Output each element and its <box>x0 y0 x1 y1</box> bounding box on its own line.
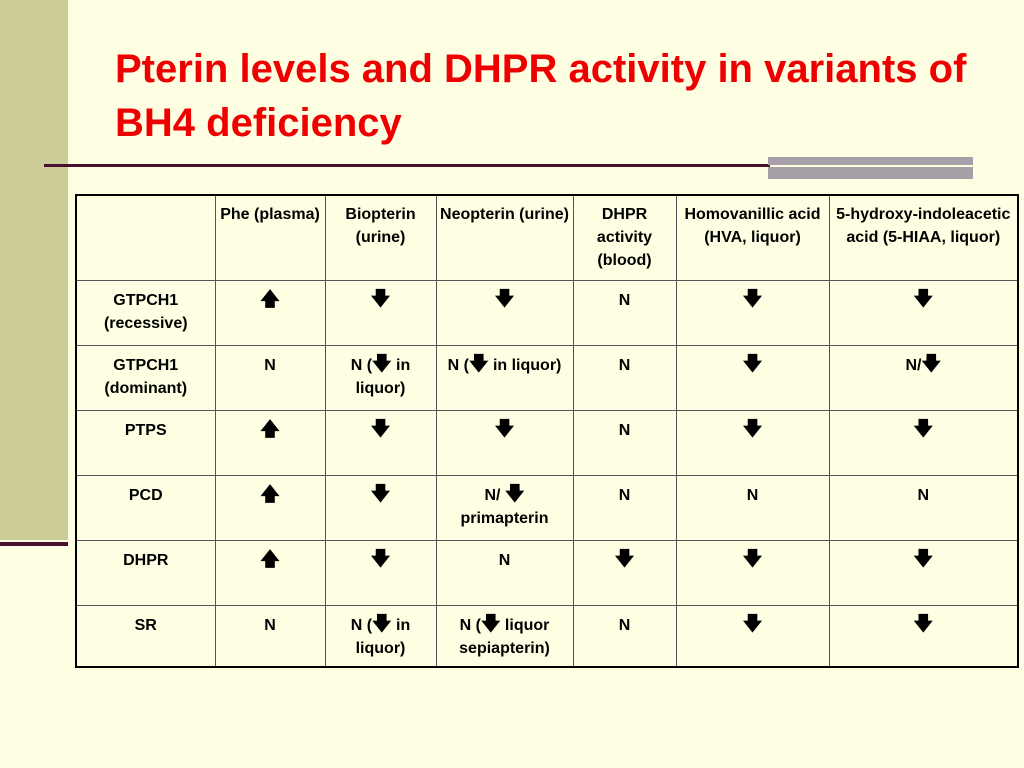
cell-neopterin <box>436 281 573 346</box>
down-arrow-icon: 🡇 <box>742 418 763 440</box>
down-arrow-icon: 🡇 <box>372 353 392 375</box>
down-arrow-icon: 🡇 <box>913 548 934 570</box>
up-arrow-icon: 🡅 <box>260 548 280 570</box>
slide-title: Pterin levels and DHPR activity in variants of BH4 deficiency <box>115 47 967 145</box>
cell-hva: N <box>676 476 829 541</box>
cell-phe <box>215 541 325 606</box>
cell-dhpr-activity: N <box>573 281 676 346</box>
header-corner <box>76 195 215 281</box>
cell-hva <box>676 606 829 668</box>
up-arrow-icon: 🡅 <box>260 483 280 505</box>
cell-dhpr-activity: N <box>573 606 676 668</box>
table-header-row <box>76 195 1018 281</box>
cell-biopterin: N (🡇 in liquor) <box>325 606 436 668</box>
cell-5-hiaa <box>829 606 1018 668</box>
header-5-hiaa: 5-hydroxy-indoleacetic acid (5-HIAA, liquor) <box>829 195 1018 281</box>
header-phe: Phe (plasma) <box>215 195 325 281</box>
table-row <box>76 476 1018 541</box>
cell-neopterin: N <box>436 541 573 606</box>
down-arrow-icon: 🡇 <box>372 613 392 635</box>
down-arrow-icon: 🡇 <box>494 288 515 310</box>
cell-phe <box>215 411 325 476</box>
cell-hva <box>676 541 829 606</box>
cell-neopterin: N/ 🡇 primapterin <box>436 476 573 541</box>
table-row <box>76 346 1018 411</box>
title-divider <box>44 164 770 167</box>
decorative-gray-bar-bottom <box>768 167 973 179</box>
down-arrow-icon: 🡇 <box>468 353 489 375</box>
down-arrow-icon: 🡇 <box>742 548 763 570</box>
cell-dhpr-activity <box>573 541 676 606</box>
cell-phe <box>215 281 325 346</box>
row-label: PCD <box>76 476 215 541</box>
down-arrow-icon: 🡇 <box>494 418 515 440</box>
left-accent-bar <box>0 0 68 540</box>
down-arrow-icon: 🡇 <box>614 548 635 570</box>
decorative-gray-bar-top <box>768 157 973 165</box>
cell-5-hiaa: N <box>829 476 1018 541</box>
cell-5-hiaa <box>829 411 1018 476</box>
cell-5-hiaa: N/🡇 <box>829 346 1018 411</box>
cell-phe <box>215 476 325 541</box>
cell-hva <box>676 411 829 476</box>
row-label: GTPCH1 (recessive) <box>76 281 215 346</box>
down-arrow-icon: 🡇 <box>742 613 763 635</box>
cell-neopterin <box>436 411 573 476</box>
down-arrow-icon: 🡇 <box>370 483 391 505</box>
down-arrow-icon: 🡇 <box>480 613 501 635</box>
cell-dhpr-activity: N <box>573 346 676 411</box>
down-arrow-icon: 🡇 <box>370 288 391 310</box>
down-arrow-icon: 🡇 <box>913 288 934 310</box>
row-label: DHPR <box>76 541 215 606</box>
cell-5-hiaa <box>829 541 1018 606</box>
deficiency-variants-table <box>75 194 1019 668</box>
down-arrow-icon: 🡇 <box>742 353 763 375</box>
table-row <box>76 411 1018 476</box>
header-hva: Homovanillic acid (HVA, liquor) <box>676 195 829 281</box>
cell-dhpr-activity: N <box>573 411 676 476</box>
row-label: GTPCH1 (dominant) <box>76 346 215 411</box>
cell-hva <box>676 281 829 346</box>
cell-phe: N <box>215 606 325 668</box>
down-arrow-icon: 🡇 <box>504 483 525 505</box>
down-arrow-icon: 🡇 <box>921 353 942 375</box>
row-label: PTPS <box>76 411 215 476</box>
cell-neopterin: N (🡇 liquor sepiapterin) <box>436 606 573 668</box>
cell-dhpr-activity: N <box>573 476 676 541</box>
down-arrow-icon: 🡇 <box>742 288 763 310</box>
cell-phe: N <box>215 346 325 411</box>
table-row <box>76 606 1018 668</box>
down-arrow-icon: 🡇 <box>370 548 391 570</box>
cell-biopterin: N (🡇 in liquor) <box>325 346 436 411</box>
cell-biopterin <box>325 281 436 346</box>
left-accent-rule <box>0 542 68 546</box>
header-biopterin: Biopterin (urine) <box>325 195 436 281</box>
cell-biopterin <box>325 411 436 476</box>
header-dhpr-activity: DHPR activity (blood) <box>573 195 676 281</box>
up-arrow-icon: 🡅 <box>260 288 280 310</box>
row-label: SR <box>76 606 215 668</box>
cell-biopterin <box>325 541 436 606</box>
cell-5-hiaa <box>829 281 1018 346</box>
cell-biopterin <box>325 476 436 541</box>
table-row <box>76 541 1018 606</box>
up-arrow-icon: 🡅 <box>260 418 280 440</box>
cell-neopterin: N (🡇 in liquor) <box>436 346 573 411</box>
header-neopterin: Neopterin (urine) <box>436 195 573 281</box>
down-arrow-icon: 🡇 <box>370 418 391 440</box>
down-arrow-icon: 🡇 <box>913 418 934 440</box>
cell-hva <box>676 346 829 411</box>
table-row <box>76 281 1018 346</box>
down-arrow-icon: 🡇 <box>913 613 934 635</box>
